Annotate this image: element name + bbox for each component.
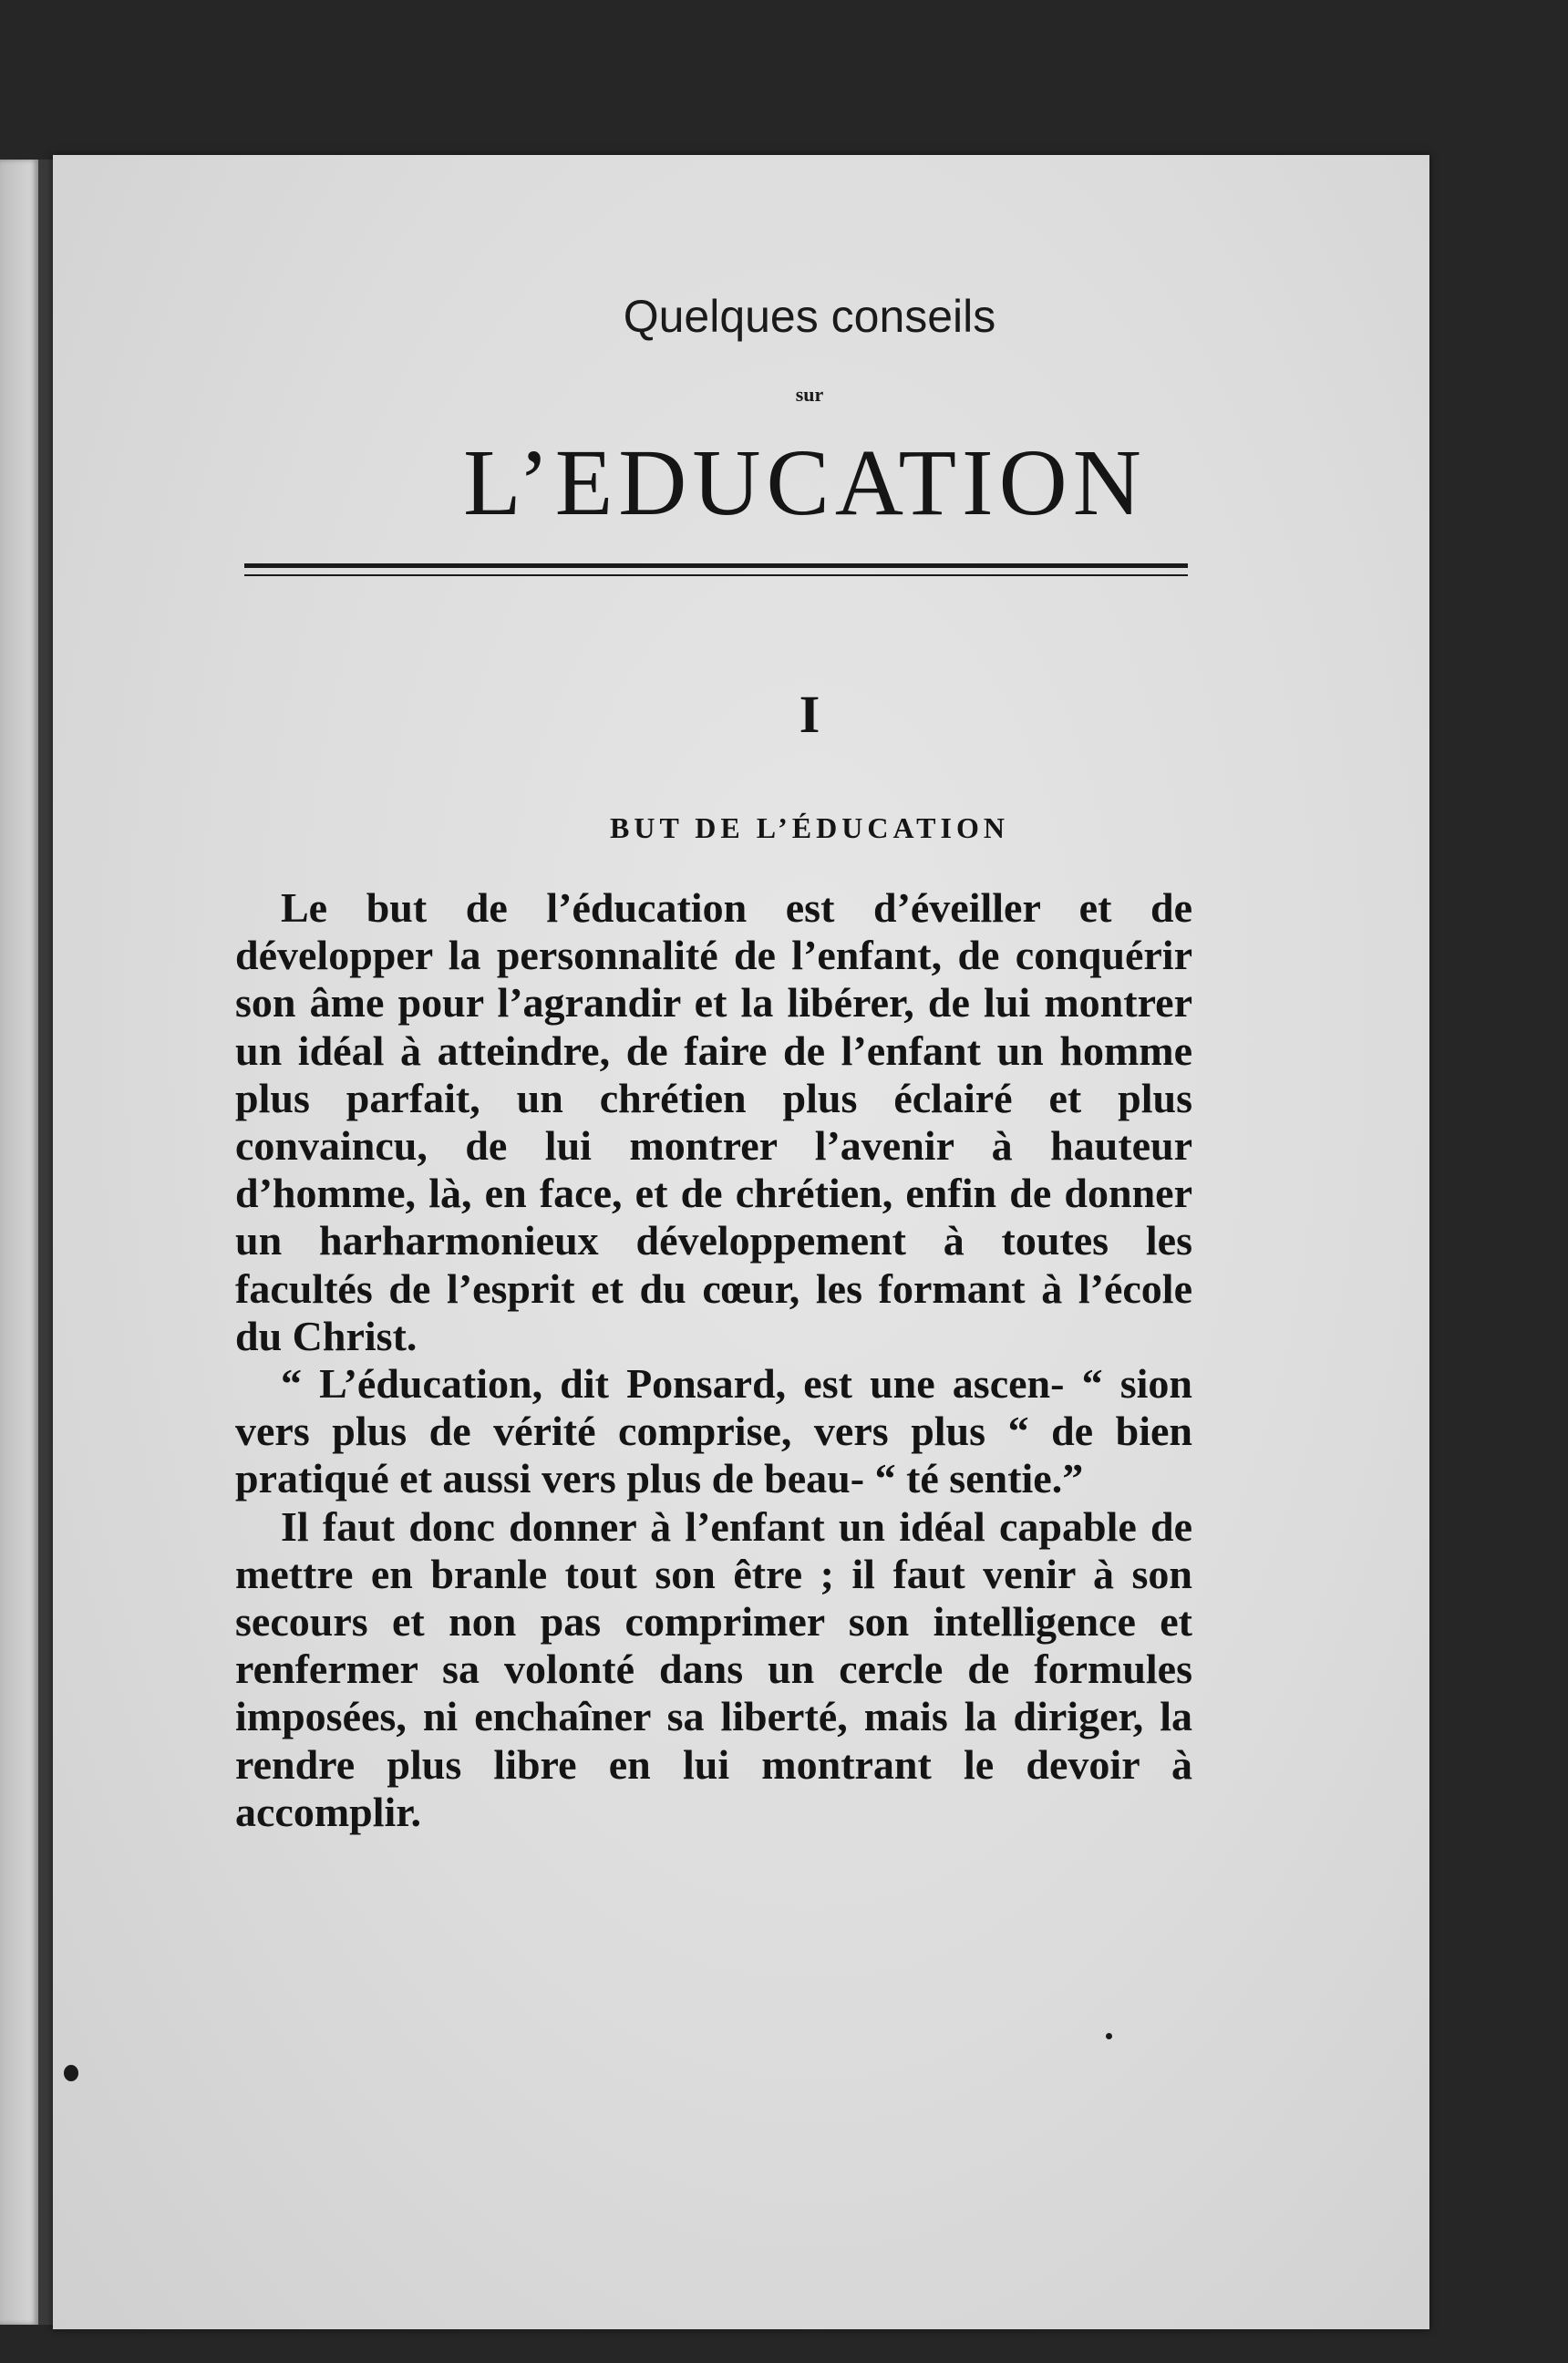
- facing-page-edge: [0, 160, 38, 2325]
- paragraph: Il faut donc donner à l’enfant un idéal capable de mettre en branle tout son être ; il faut venir à son secours et non pas comprimer son intelligence et renfermer sa volonté dans un cercle de formules imposées, ni enchaîner sa liberté, mais la diriger, la rendre plus libre en lui montrant le devoir à accomplir.: [235, 1502, 1192, 1835]
- title-rule-thin: [244, 574, 1188, 576]
- book-gutter: [38, 160, 53, 2325]
- section-numeral: I: [799, 685, 820, 744]
- header-title: L’EDUCATION: [463, 430, 1147, 535]
- ink-speck: [1106, 2033, 1112, 2039]
- header-subtitle: Quelques conseils: [623, 291, 996, 342]
- section-title: BUT DE L’ÉDUCATION: [610, 811, 1009, 844]
- paragraph: “ L’éducation, dit Ponsard, est une ascen- “ sion vers plus de vérité comprise, vers plus “ de bien pratiqué et aussi vers plus de beau- “ té sentie.”: [235, 1360, 1192, 1502]
- book-page: [53, 155, 1429, 2329]
- title-rule-thick: [244, 563, 1188, 568]
- header-connector: sur: [795, 383, 824, 406]
- body-text: [235, 884, 1192, 1836]
- ink-speck: [64, 2065, 78, 2081]
- paragraph: Le but de l’éducation est d’éveiller et de développer la personnalité de l’enfant, de conquérir son âme pour l’agrandir et la libérer, de lui montrer un idéal à atteindre, de faire de l’enfant un homme plus parfait, un chrétien plus éclairé et plus convaincu, de lui montrer l’avenir à hauteur d’homme, là, en face, et de chrétien, enfin de donner un harharmonieux développement à toutes les facultés de l’esprit et du cœur, les formant à l’école du Christ.: [235, 884, 1192, 1359]
